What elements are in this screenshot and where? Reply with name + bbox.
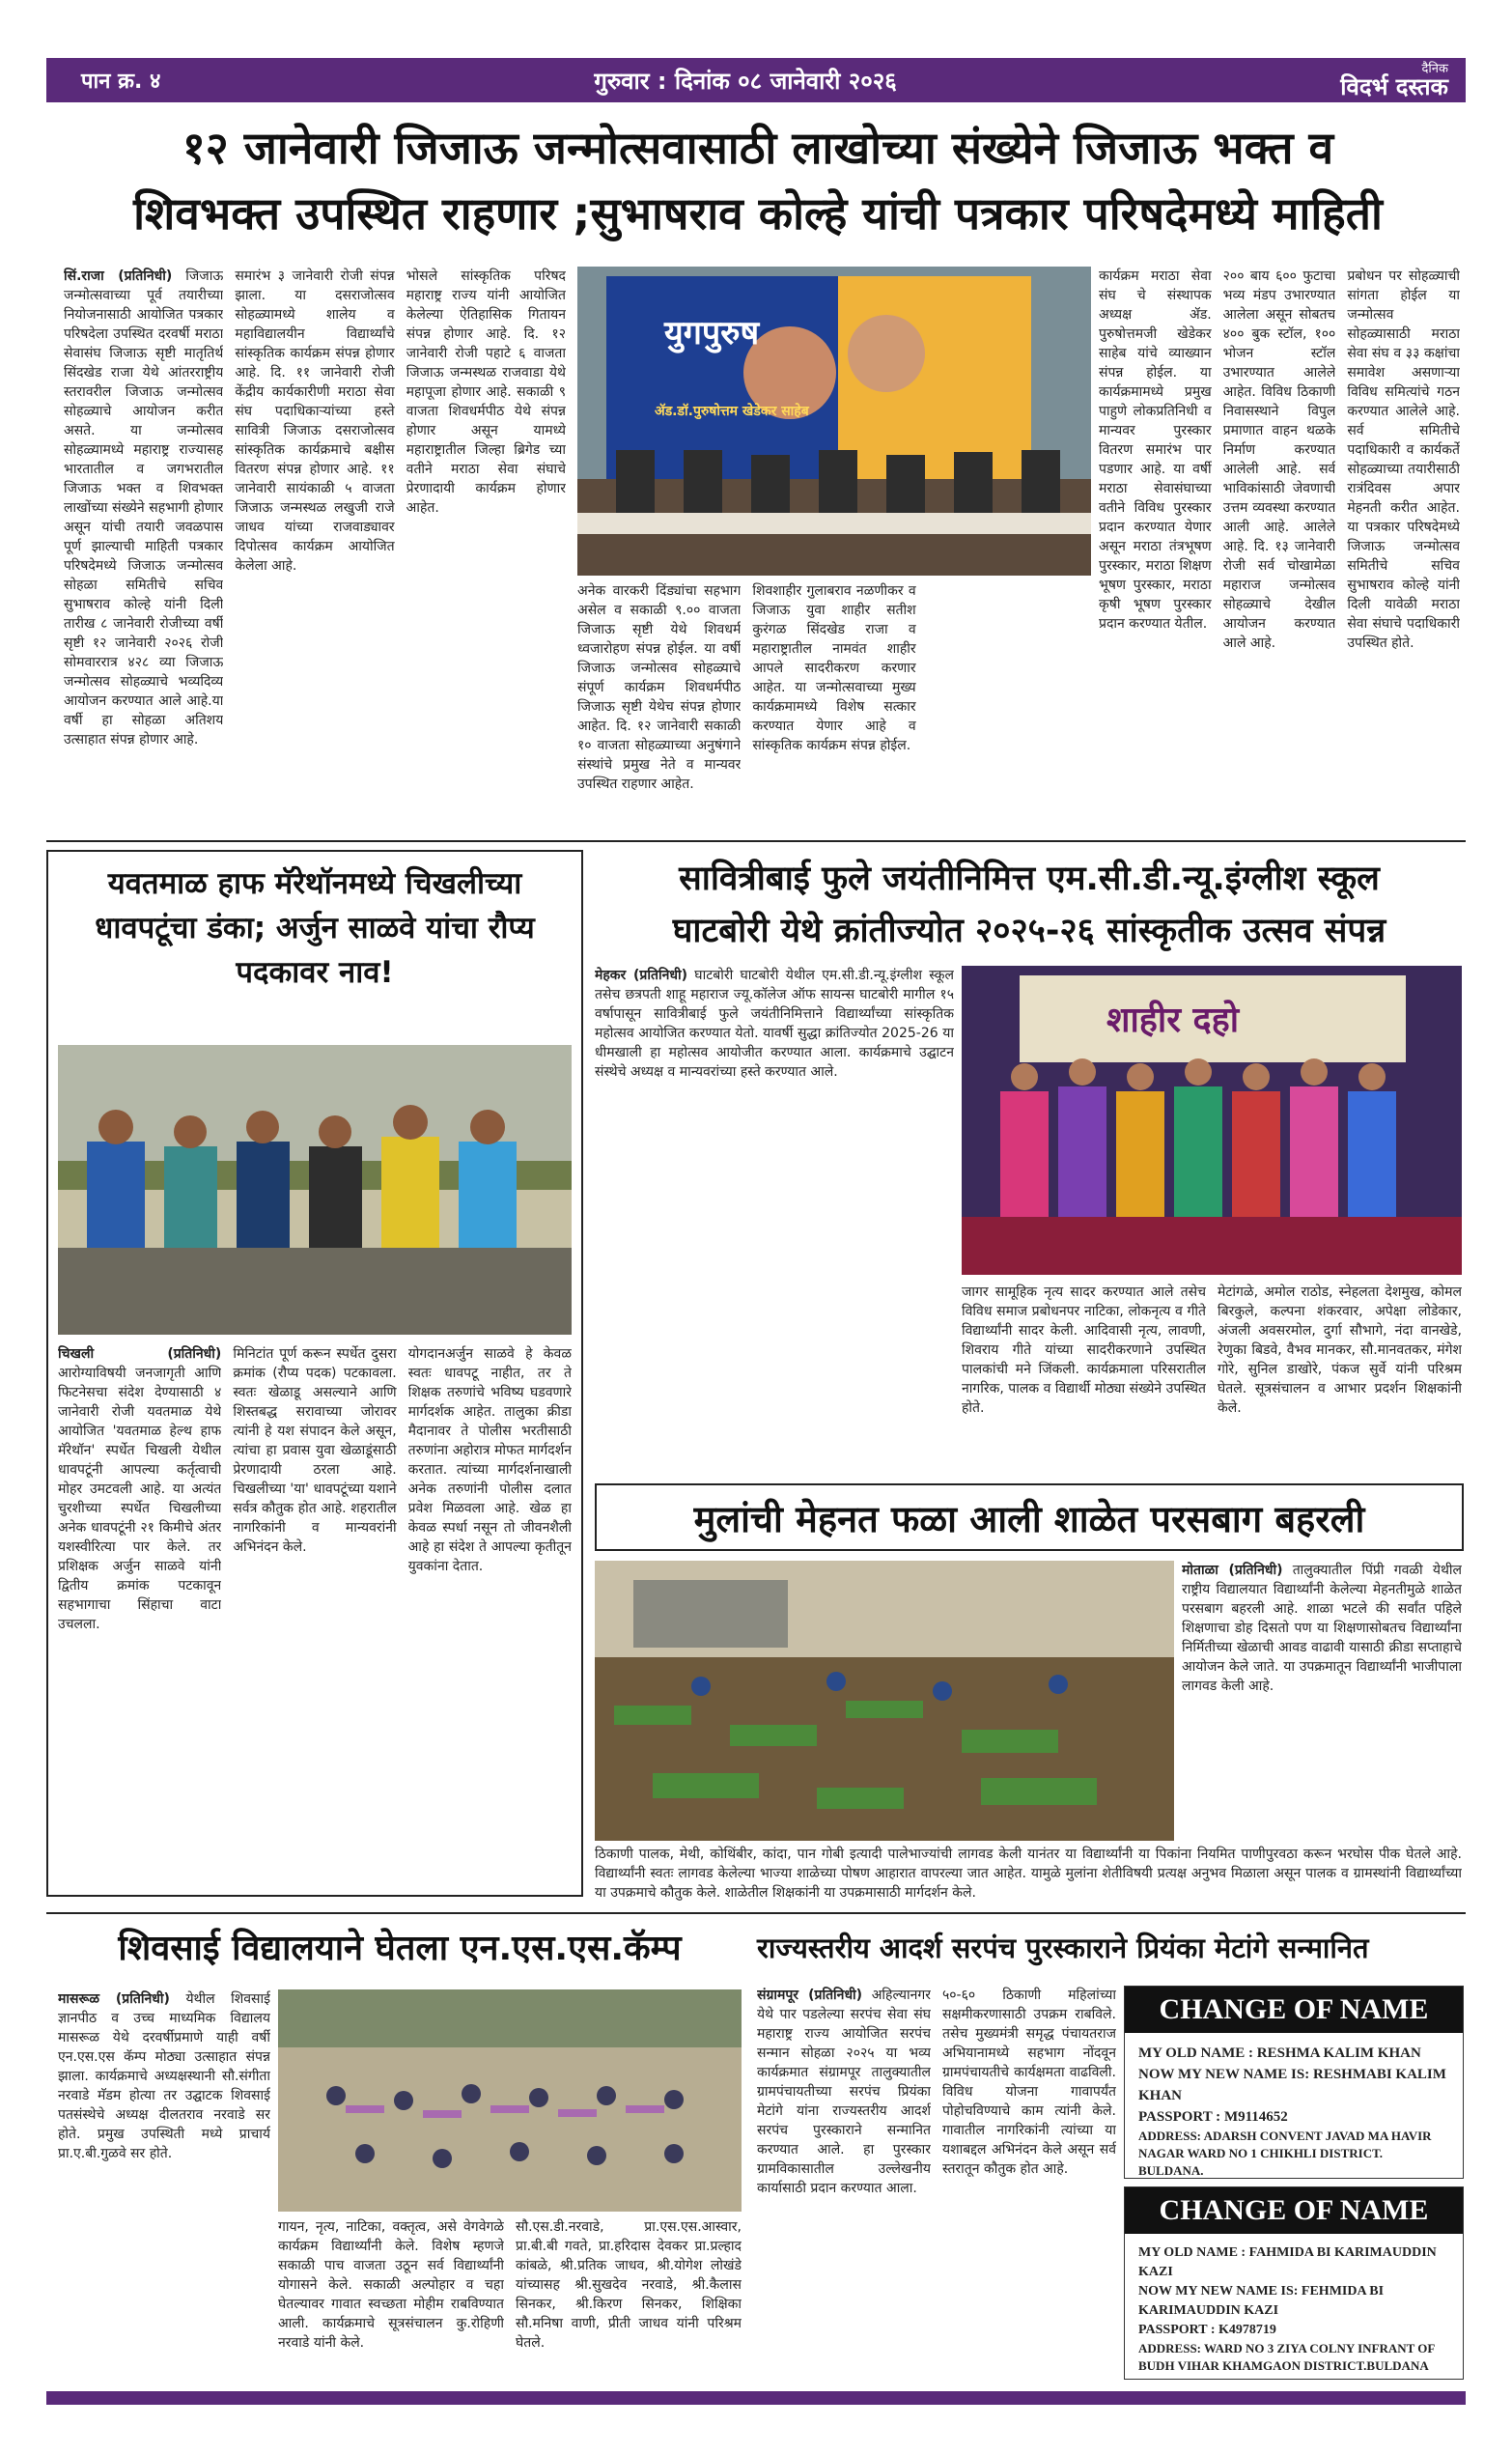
story1-headline-2: शिवभक्त उपस्थित राहणार ;सुभाषराव कोल्हे यांची पत्रकार परिषदेमध्ये माहिती: [133, 187, 1383, 240]
story3-bottom-columns: [962, 1283, 1462, 1458]
story4-bottom: [595, 1845, 1462, 1906]
story1-headline-1: १२ जानेवारी जिजाऊ जन्मोत्सवासाठी लाखोच्या संख्येने जिजाऊ भक्त व: [182, 122, 1334, 174]
notice-heading: CHANGE OF NAME: [1125, 1987, 1463, 2033]
story4-col2: ठिकाणी पालक, मेथी, कोथिंबीर, कांदा, पान गोबी इत्यादी पालेभाज्यांची लागवड केली यानंतर या विद्यार्थ्यांनी या पिकांना नियमित पाणीपुरवठा करून भरघोस पीक घेतले आहे. विद्यार्थ्यांनी स्वतः लागवड केलेल्या भाज्या शाळेच्या पोषण आहारात वापरल्या जात आहेत. यामुळे मुलांना शेतीविषयी प्रत्यक्ष अनुभव मिळाला असून पालक व ग्रामस्थांनी विद्यार्थ्यांच्या या उपक्रमाचे कौतुक केले. शाळेतील शिक्षकांनी या उपक्रमासाठी मार्गदर्शन केले.: [595, 1847, 1462, 1901]
masthead-title: विदर्भ दस्तक: [1340, 72, 1448, 100]
story5-photo: [278, 1989, 742, 2212]
story2-byline: चिखली (प्रतिनिधी): [58, 1346, 222, 1362]
story1-right-columns: [1099, 267, 1460, 827]
story1-mid-columns: [577, 581, 1091, 827]
notice-body: MY OLD NAME : FAHMIDA BI KARIMAUDDIN KAZI NOW MY NEW NAME IS: FEHMIDA BI KARIMAUDDIN KAZI PASSPORT : K4978719 ADDRESS: WARD NO 3 ZIYA COLNY INFRANT OF BUDH VIHAR KHAMGAON DISTRICT.BULDANA: [1138, 2245, 1437, 2373]
story3-col1: मेहकर (प्रतिनिधी) घाटबोरी घाटबोरी येथील एम.सी.डी.न्यू.इंग्लीश स्कूल तसेच छत्रपती शाहू महाराज ज्यू.कॉलेज ऑफ सायन्स घाटबोरी मागील १५ वर्षापासून सावित्रीबाई फुले जयंतीनिमित्ताने विद्यार्थ्यांच्या सांस्कृतिक महोत्सव आयोजित करण्यात येतो. यावर्षी सुद्धा क्रांतिज्योत 2025-26 या धीमखाली हा महोत्सव आयोजीत करण्यात आला. कार्यक्रमाचे उद्घाटन संस्थेचे अध्यक्ष व मान्यवरांच्या हस्ते करण्यात आले.: [595, 968, 954, 1080]
issue-date: गुरुवार : दिनांक ०८ जानेवारी २०२६: [594, 67, 897, 95]
address: WARD NO 3 ZIYA COLNY INFRANT OF BUDH VIHAR KHAMGAON DISTRICT.BULDANA: [1138, 2341, 1435, 2373]
story4-byline: मोताळा (प्रतिनिधी): [1182, 1563, 1283, 1578]
passport-number: M9114652: [1223, 2109, 1288, 2125]
story3-headline-1: सावित्रीबाई फुले जयंतीनिमित्त एम.सी.डी.न्यू.इंग्लीश स्कूल: [679, 860, 1380, 898]
story1-col1: सिं.राजा (प्रतिनिधी) जिजाऊ जन्मोत्सवाच्या पूर्व तयारीच्या नियोजनासाठी आयोजित पत्रकार परिषदेला उपस्थित दरवर्षी मराठा सेवासंघ जिजाऊ सृष्टी मातृतिर्थ सिंदखेड राजा येथे आंतरराष्ट्रीय स्तरावरील जिजाऊ जन्मोत्सव सोहळ्याचे आयोजन करीत असते. या जन्मोत्सव सोहळ्यामध्ये महाराष्ट्र राज्यासह भारतातील व जगभरातील जिजाऊ भक्त व शिवभक्त लाखोंच्या संख्येने सहभागी होणार असून यांची तयारी जवळपास पूर्ण झाल्याची माहिती पत्रकार परिषदेमध्ये जिजाऊ जन्मोत्सव सोहळा समितीचे सचिव सुभाषराव कोल्हे यांनी दिली तारीख ८ जानेवारी रोजीच्या वर्षी सृष्टी १२ जानेवारी २०२६ रोजी सोमवाररात्र ४२८ व्या जिजाऊ जन्मोत्सव सोहळ्याचे भव्यदिव्य आयोजन करण्यात आले आहे.या वर्षी हा सोहळा अतिशय उत्साहात संपन्न होणार आहे.: [64, 268, 224, 747]
story4-col1: मोताळा (प्रतिनिधी) तालुक्यातील पिंप्री गवळी येथील राष्ट्रीय विद्यालयात विद्यार्थ्यांनी केलेल्या मेहनतीमुळे शाळेत परसबाग बहरली आहे. शाळा भटले की सर्वांत पहिले शिक्षणाचा डोह दिसतो पण या शिक्षणासोबतच विद्यार्थ्यांना निर्मितीच्या खेळाची आवड वाढावी यासाठी क्रीडा सप्ताहाचे आयोजन केले जाते. या उपक्रमातून विद्यार्थ्यांनी भाजीपाला लागवड केली आहे.: [1182, 1563, 1462, 1694]
notice-body: MY OLD NAME : RESHMA KALIM KHAN NOW MY NEW NAME IS: RESHMABI KALIM KHAN PASSPORT : M9114652 ADDRESS: ADARSH CONVENT JAVAD MA HAVIR NAGAR WARD NO 1 CHIKHLI DISTRICT. BULDANA.: [1138, 2045, 1446, 2178]
story3-col2: जागर सामूहिक नृत्य सादर करण्यात आले तसेच विविध समाज प्रबोधनपर नाटिका, लोकनृत्य व गीते विद्यार्थ्यांनी सादर केली. आदिवासी नृत्य, लावणी, शिवराय गीते यांच्या सादरीकरणाने उपस्थित पालकांची मने जिंकली. कार्यक्रमाला परिसरातील नागरिक, पालक व विद्यार्थी मोठ्या संख्येने उपस्थित होते.: [962, 1284, 1206, 1416]
story3-col3: मेटांगळे, अमोल राठोड, स्नेहलता देशमुख, कोमल बिरकुले, कल्पना शंकरवार, अपेक्षा लोडेकार, अंजली अवसरमोल, दुर्गा सौभागे, नंदा वानखेडे, रेणुका बिडवे, वैभव मानकर, सौ.मानवतकर, मंगेश गोरे, सुनिल डाखोरे, पंकज सुर्वे यांनी परिश्रम घेतले. सूत्रसंचालन व आभार प्रदर्शन शिक्षकांनी केले.: [1218, 1284, 1462, 1416]
story6-col2: ५०-६० ठिकाणी महिलांच्या सक्षमीकरणासाठी उपक्रम राबविले. तसेच मुख्यमंत्री समृद्ध पंचायतराज अभियानामध्ये सहभाग नोंदवून ग्रामपंचायतीचे कार्यक्षमता वाढविली. विविध योजना गावापर्यंत पोहोचविण्याचे काम त्यांनी केले. गावातील नागरिकांनी त्यांच्या या यशाबद्दल अभिनंदन केले असून सर्व स्तरातून कौतुक होत आहे.: [942, 1988, 1116, 2177]
masthead: [1236, 63, 1466, 99]
story2-photo: [58, 1045, 572, 1335]
story6-col1: संग्रामपूर (प्रतिनिधी) अहिल्यानगर येथे पार पडलेल्या सरपंच सेवा संघ महाराष्ट्र राज्य आयोजित सरपंच सन्मान सोहळा २०२५ या भव्य कार्यक्रमात संग्रामपूर तालुक्यातील ग्रामपंचायतीच्या सरपंच प्रियंका मेटांगे यांना राज्यस्तरीय आदर्श सरपंच पुरस्काराने सन्मानित करण्यात आले. हा पुरस्कार ग्रामविकासातील उल्लेखनीय कार्यासाठी प्रदान करण्यात आला.: [757, 1988, 931, 2196]
story5-bottom-columns: [278, 2217, 742, 2376]
story6-byline: संग्रामपूर (प्रतिनिधी): [757, 1988, 863, 2003]
poster-subtitle: ॲड.डॉ.पुरुषोत्तम खेडेकर साहेब: [655, 404, 809, 419]
divider-2: [46, 1912, 1466, 1914]
story1-photo: [577, 267, 1091, 576]
story3-left-column: [595, 966, 954, 1360]
old-name: FAHMIDA BI KARIMAUDDIN KAZI: [1138, 2245, 1437, 2279]
notice-heading: CHANGE OF NAME: [1125, 2187, 1463, 2234]
story1-col4: अनेक वारकरी दिंड्यांचा सहभाग असेल व सकाळी ९.०० वाजता जिजाऊ सृष्टी येथे शिवधर्म ध्वजारोहण संपन्न होईल. या वर्षी जिजाऊ जन्मोत्सव सोहळ्याचे संपूर्ण कार्यक्रम शिवधर्मपीठ जिजाऊ सृष्टी येथेच संपन्न होणार आहेत. दि. १२ जानेवारी सकाळी १० वाजता सोहळ्याच्या अनुषंगाने संस्थांचे प्रमुख नेते व मान्यवर उपस्थित राहणार आहेत.: [577, 583, 742, 792]
story5-left-column: [58, 1989, 270, 2376]
story5-byline: मासरूळ (प्रतिनिधी): [58, 1991, 170, 2007]
old-name: RESHMA KALIM KHAN: [1256, 2045, 1421, 2061]
name-change-notice-2: [1124, 2186, 1464, 2380]
masthead-small: दैनिक: [1421, 61, 1448, 76]
story2-columns: [58, 1344, 572, 1885]
story5-headline: शिवसाई विद्यालयाने घेतला एन.एस.एस.कॅम्प: [118, 1929, 682, 1968]
name-change-notice-1: [1124, 1986, 1464, 2179]
passport-number: K4978719: [1218, 2323, 1276, 2337]
header-bar: [46, 58, 1466, 102]
story1-col3: भोसले सांस्कृतिक परिषद महाराष्ट्र राज्य यांनी आयोजित केलेल्या ऐतिहासिक गितायन संपन्न होणार आहे. दि. १२ जानेवारी रोजी पहाटे ६ वाजता जिजाऊ जन्मस्थळ राजवाडा येथे महापूजा होणार आहे. सकाळी ९ वाजता शिवधर्मपीठ येथे संपन्न होणार असून यामध्ये महाराष्ट्रातील जिल्हा ब्रिगेड च्या वतीने मराठा सेवा संघाचे प्रेरणादायी कार्यक्रम होणार आहेत.: [406, 268, 566, 516]
story1-col6: कार्यक्रम मराठा सेवा संघ चे संस्थापक अध्यक्ष ॲड. पुरुषोत्तमजी खेडेकर साहेब यांचे व्याख्यान संपन्न होईल. या कार्यक्रमामध्ये प्रमुख पाहुणे लोकप्रतिनिधी व मान्यवर पुरस्कार वितरण समारंभ पार पडणार आहे. या वर्षी मराठा सेवासंघाच्या वतीने विविध पुरस्कार प्रदान करण्यात येणार असून मराठा तंत्रभूषण पुरस्कार, मराठा शिक्षण भूषण पुरस्कार, मराठा कृषी भूषण पुरस्कार प्रदान करण्यात येतील.: [1099, 268, 1212, 632]
story2-col3: योगदानअर्जुन साळवे हे केवळ स्वतः धावपटू नाहीत, तर ते शिक्षक तरुणांचे भविष्य घडवणारे मार्गदर्शक आहेत. तालुका क्रीडा मैदानावर ते पोलीस भरतीसाठी तरुणांना अहोरात्र मोफत मार्गदर्शन करतात. त्यांच्या मार्गदर्शनाखाली अनेक तरुणांनी पोलीस दलात प्रवेश मिळवला आहे. खेळ हा केवळ स्पर्धा नसून तो जीवनशैली आहे हा संदेश ते आपल्या कृतीतून युवकांना देतात.: [407, 1346, 572, 1574]
story5-col2: गायन, नृत्य, नाटिका, वक्तृत्व, असे वेगवेगळे कार्यक्रम विद्यार्थ्यांनी केले. विशेष म्हणजे सकाळी पाच वाजता उठून सर्व विद्यार्थ्यांनी योगासने केले. सकाळी अल्पोहार व चहा घेतल्यावर गावात स्वच्छता मोहीम राबविण्यात आली. कार्यक्रमाचे सूत्रसंचालन कु.रोहिणी नरवाडे यांनी केले.: [278, 2219, 504, 2351]
new-name: FEHMIDA BI KARIMAUDDIN KAZI: [1138, 2284, 1385, 2318]
story1-col5b: [928, 581, 1091, 827]
story4-photo: [595, 1561, 1174, 1841]
story3-byline: मेहकर (प्रतिनिधी): [595, 968, 687, 983]
story5-col3: सौ.एस.डी.नरवाडे, प्रा.एस.एस.आस्वार, प्रा.बी.बी गवते, प्रा.हरिदास देवकर प्रा.प्रल्हाद कांबळे, श्री.प्रतिक जाधव, श्री.योगेश लोखंडे यांच्यासह श्री.सुखदेव नरवाडे, श्री.कैलास सिनकर, श्री.किरण सिनकर, शिक्षिका सौ.मनिषा वाणी, प्रीती जाधव यांनी परिश्रम घेतले.: [516, 2219, 742, 2351]
story4-headline: मुलांची मेहनत फळा आली शाळेत परसबाग बहरली: [595, 1483, 1464, 1551]
story1-col8: प्रबोधन पर सोहळ्याची सांगता होईल या जन्मोत्सव सोहळ्यासाठी मराठा सेवा संघ व ३३ कक्षांचा समावेश असणाऱ्या विविध समित्यांचे गठन करण्यात आलेले आहे. सर्व समितीचे पदाधिकारी व कार्यकर्ते सोहळ्याच्या तयारीसाठी रात्रंदिवस अपार मेहनती करीत आहेत. या पत्रकार परिषदेमध्ये जिजाऊ जन्मोत्सव समितीचे सचिव सुभाषराव कोल्हे यांनी दिली यावेळी मराठा सेवा संघाचे पदाधिकारी उपस्थित होते.: [1347, 268, 1460, 651]
story2-col1: चिखली (प्रतिनिधी) आरोग्याविषयी जनजागृती आणि फिटनेसचा संदेश देण्यासाठी ४ जानेवारी रोजी यवतमाळ येथे आयोजित 'यवतमाळ हेल्थ हाफ मॅरेथॉन' स्पर्धेत चिखली येथील धावपटूंनी आपल्या कर्तृत्वाची मोहर उमटवली आहे. या अत्यंत चुरशीच्या स्पर्धेत चिखलीच्या अनेक धावपटूंनी २१ किमीचे अंतर यशस्वीरित्या पार केले. तर प्रशिक्षक अर्जुन साळवे यांनी द्वितीय क्रमांक पटकावून सहभागाचा सिंहाचा वाटा उचलला.: [58, 1346, 222, 1632]
new-name: RESHMABI KALIM KHAN: [1138, 2067, 1446, 2103]
story5-col1: मासरूळ (प्रतिनिधी) येथील शिवसाई ज्ञानपीठ व उच्च माध्यमिक विद्यालय मासरूळ येथे दरवर्षीप्रमाणे याही वर्षी एन.एस.एस कॅम्प मोठ्या उत्साहात संपन्न झाला. कार्यक्रमाचे अध्यक्षस्थानी सौ.संगीता नरवाडे मॅडम होत्या तर उद्घाटक शिवसाई पतसंस्थेचे अध्यक्ष दीलतराव नरवाडे सर होते. प्रमुख उपस्थिती मध्ये प्राचार्य प्रा.ए.बी.गुळवे सर होते.: [58, 1991, 270, 2161]
poster-title: युगपुरुष: [664, 314, 760, 353]
story1-byline: सिं.राजा (प्रतिनिधी): [64, 268, 173, 284]
story1-col7: २०० बाय ६०० फुटाचा भव्य मंडप उभारण्यात आलेला असून सोबतच ४०० बुक स्टॉल, १०० भोजन स्टॉल उभारण्यात आलेले आहेत. विविध ठिकाणी निवासस्थाने विपुल प्रमाणात वाहन थळके निर्माण करण्यात आलेली आहे. सर्व भाविकांसाठी जेवणाची उत्तम व्यवस्था करण्यात आली आहे. आलेले आहे. दि. १३ जानेवारी रोजी सर्व चोखामेळा महाराज जन्मोत्सव सोहळ्याचे देखील आयोजन करण्यात आले आहे.: [1222, 268, 1336, 651]
story1-col5: शिवशाहीर गुलाबराव नळणीकर व जिजाऊ युवा शाहीर सतीश कुरंगळ सिंदखेड राजा व महाराष्ट्रातील नामवंत शाहीर आपले सादरीकरण करणार आहेत. या जन्मोत्सवाच्या मुख्य कार्यक्रमामध्ये विशेष सत्कार करण्यात येणार आहे व सांस्कृतिक कार्यक्रम संपन्न होईल.: [752, 583, 916, 753]
story2-col2: मिनिटांत पूर्ण करून स्पर्धेत दुसरा क्रमांक (रौप्य पदक) पटकावला. स्वतः खेळाडू असल्याने आणि शिस्तबद्ध सरावाच्या जोरावर त्यांनी हे यश संपादन केले असून, त्यांचा हा प्रवास युवा खेळाडूंसाठी प्रेरणादायी ठरला आहे. चिखलीच्या 'या' धावपटूंच्या यशाने सर्वत्र कौतुक होत आहे. शहरातील नागरिकांनी व मान्यवरांनी अभिनंदन केले.: [233, 1346, 397, 1555]
story4-right-column: [1182, 1561, 1462, 1841]
address: ADARSH CONVENT JAVAD MA HAVIR NAGAR WARD NO 1 CHIKHLI DISTRICT. BULDANA.: [1138, 2129, 1432, 2178]
story1-left-columns: [64, 267, 566, 827]
page-number: पान क्र. ४: [81, 70, 161, 94]
story1-col2: समारंभ ३ जानेवारी रोजी संपन्न झाला. या दसराजोत्सव सोहळ्यामध्ये शालेय व महाविद्यालयीन विद्यार्थ्यांचे सांस्कृतिक कार्यक्रम संपन्न होणार आहे. दि. ११ जानेवारी रोजी केंद्रीय कार्यकारीणी मराठा सेवा संघ पदाधिकाऱ्यांच्या हस्ते सावित्री जिजाऊ दसराजोत्सव सांस्कृतिक कार्यक्रमाचे बक्षीस वितरण संपन्न होणार आहे. ११ जानेवारी सायंकाळी ५ वाजता जिजाऊ जन्मस्थळ लखुजी राजे जाधव यांच्या राजवाड्यावर दिपोत्सव कार्यक्रम आयोजित केलेला आहे.: [235, 268, 395, 574]
story3-photo: [962, 966, 1462, 1275]
stage-banner: शाहीर दहो: [1106, 1001, 1240, 1040]
divider-1: [46, 840, 1466, 842]
story3-headline-2: घाटबोरी येथे क्रांतीज्योत २०२५-२६ सांस्कृतीक उत्सव संपन्न: [672, 912, 1386, 950]
footer-bar: [46, 2391, 1466, 2405]
story6-columns: [757, 1986, 1116, 2376]
story6-headline: राज्यस्तरीय आदर्श सरपंच पुरस्काराने प्रियंका मेटांगे सन्मानित: [757, 1932, 1369, 1964]
story2-headline: यवतमाळ हाफ मॅरेथॉनमध्ये चिखलीच्या धावपटूंचा डंका; अर्जुन साळवे यांचा रौप्य पदकावर नाव!: [95, 866, 535, 990]
